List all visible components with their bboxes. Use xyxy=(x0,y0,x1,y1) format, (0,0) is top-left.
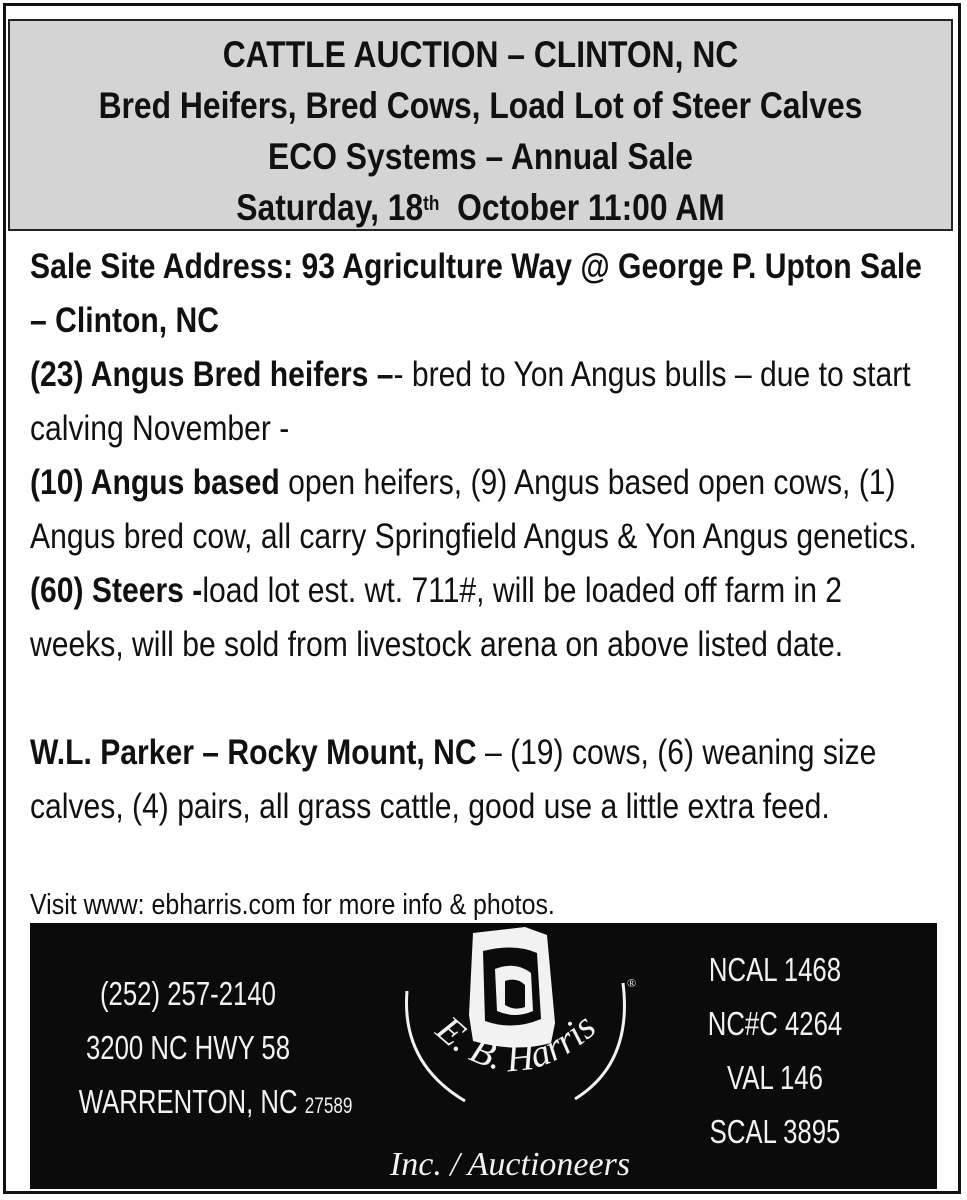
bred-heifers-item: (23) Angus Bred heifers –- bred to Yon Angus bulls – due to start calving November - xyxy=(30,355,911,448)
sale-address: Sale Site Address: 93 Agriculture Way @ George P. Upton Sale – Clinton, NC xyxy=(30,247,922,340)
sale-listing xyxy=(30,240,940,834)
auctioneer-footer xyxy=(30,923,937,1189)
contact-info xyxy=(48,967,353,1133)
license-item: NC#C 4264 xyxy=(707,1005,843,1042)
website-note: Visit www: ebharris.com for more info & photos. xyxy=(30,889,555,921)
logo-name: E. B. Harris xyxy=(428,1005,604,1081)
open-heifers-item: (10) Angus based open heifers, (9) Angus based open cows, (1) Angus bred cow, all carry Springfield Angus & Yon Angus genetics. xyxy=(30,463,917,556)
license-item: NCAL 1468 xyxy=(708,951,842,988)
header-box xyxy=(8,19,953,231)
license-item: VAL 146 xyxy=(727,1059,823,1096)
phone-number: (252) 257-2140 xyxy=(99,975,277,1012)
header-title: CATTLE AUCTION – CLINTON, NC xyxy=(222,34,739,75)
header-sale-name: ECO Systems – Annual Sale xyxy=(267,136,694,177)
svg-text:®: ® xyxy=(627,976,637,990)
parker-item: W.L. Parker – Rocky Mount, NC – (19) cows, (6) weaning size calves, (4) pairs, all grass cattle, good use a little extra feed. xyxy=(30,733,877,826)
steers-item: (60) Steers -load lot est. wt. 711#, will be loaded off farm in 2 weeks, will be sold from livestock arena on above listed date. xyxy=(30,571,844,664)
header-date: Saturday, 18th October 11:00 AM xyxy=(236,187,725,228)
header-subtitle: Bred Heifers, Bred Cows, Load Lot of Steer Calves xyxy=(98,85,863,126)
license-item: SCAL 3895 xyxy=(709,1113,841,1150)
logo-subtitle: Inc. / Auctioneers xyxy=(389,1146,631,1183)
cowboy-hat-logo-icon xyxy=(365,923,655,1189)
license-list xyxy=(675,943,875,1159)
city-state: WARRENTON, NC 27589 xyxy=(78,1083,353,1120)
street-address: 3200 NC HWY 58 xyxy=(85,1029,291,1066)
